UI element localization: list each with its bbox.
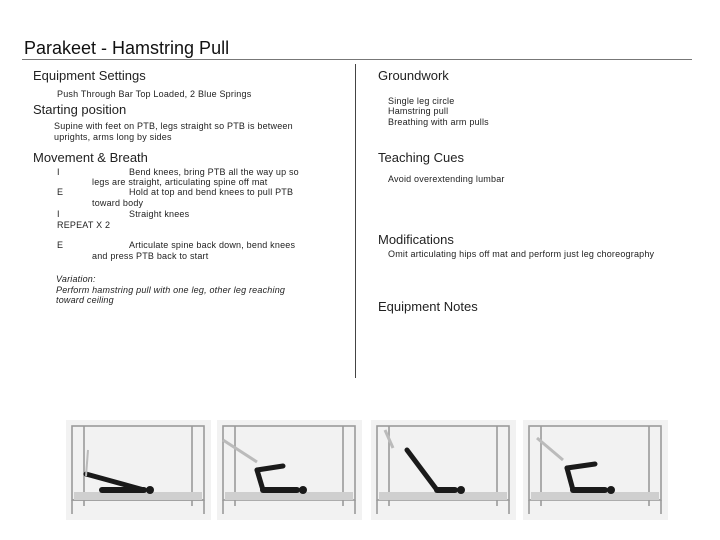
- exercise-photo-3: [371, 420, 516, 520]
- equipment-notes-heading: Equipment Notes: [378, 299, 478, 314]
- column-divider: [355, 64, 356, 378]
- teaching-cues-heading: Teaching Cues: [378, 150, 464, 165]
- starting-position-line-1: Supine with feet on PTB, legs straight so PTB is between: [54, 121, 293, 131]
- title-divider: [22, 59, 692, 60]
- groundwork-item: Single leg circle: [388, 96, 455, 106]
- groundwork-item: Hamstring pull: [388, 106, 449, 116]
- step-4-line-2: and press PTB back to start: [92, 251, 209, 261]
- exercise-photo-4: [523, 420, 668, 520]
- modifications-heading: Modifications: [378, 232, 454, 247]
- step-4-line-1: Articulate spine back down, bend knees: [129, 240, 296, 250]
- step-2-line-2: toward body: [92, 198, 144, 208]
- repeat-instruction: REPEAT X 2: [57, 220, 111, 230]
- starting-position-line-2: uprights, arms long by sides: [54, 132, 172, 142]
- step-1-breath-marker: I: [57, 167, 60, 177]
- step-1-line-1: Bend knees, bring PTB all the way up so: [129, 167, 299, 177]
- variation-label: Variation:: [56, 274, 96, 284]
- variation-line-2: toward ceiling: [56, 295, 114, 305]
- page-title: Parakeet - Hamstring Pull: [24, 38, 230, 58]
- step-2-breath-marker: E: [57, 187, 64, 197]
- starting-position-heading: Starting position: [33, 102, 127, 117]
- groundwork-item: Breathing with arm pulls: [388, 117, 489, 127]
- teaching-cues-text: Avoid overextending lumbar: [388, 174, 505, 184]
- movement-breath-heading: Movement & Breath: [33, 150, 148, 165]
- groundwork-heading: Groundwork: [378, 68, 449, 83]
- equipment-settings-text: Push Through Bar Top Loaded, 2 Blue Springs: [57, 89, 252, 99]
- step-2-line-1: Hold at top and bend knees to pull PTB: [129, 187, 294, 197]
- modifications-text: Omit articulating hips off mat and perform just leg choreography: [388, 249, 655, 259]
- step-3-breath-marker: I: [57, 209, 60, 219]
- variation-line-1: Perform hamstring pull with one leg, other leg reaching: [56, 285, 286, 295]
- step-1-line-2: legs are straight, articulating spine off mat: [92, 177, 268, 187]
- step-4-breath-marker: E: [57, 240, 64, 250]
- exercise-photo-1: [66, 420, 211, 520]
- equipment-settings-heading: Equipment Settings: [33, 68, 146, 83]
- exercise-photo-2: [217, 420, 362, 520]
- step-3-line-1: Straight knees: [129, 209, 190, 219]
